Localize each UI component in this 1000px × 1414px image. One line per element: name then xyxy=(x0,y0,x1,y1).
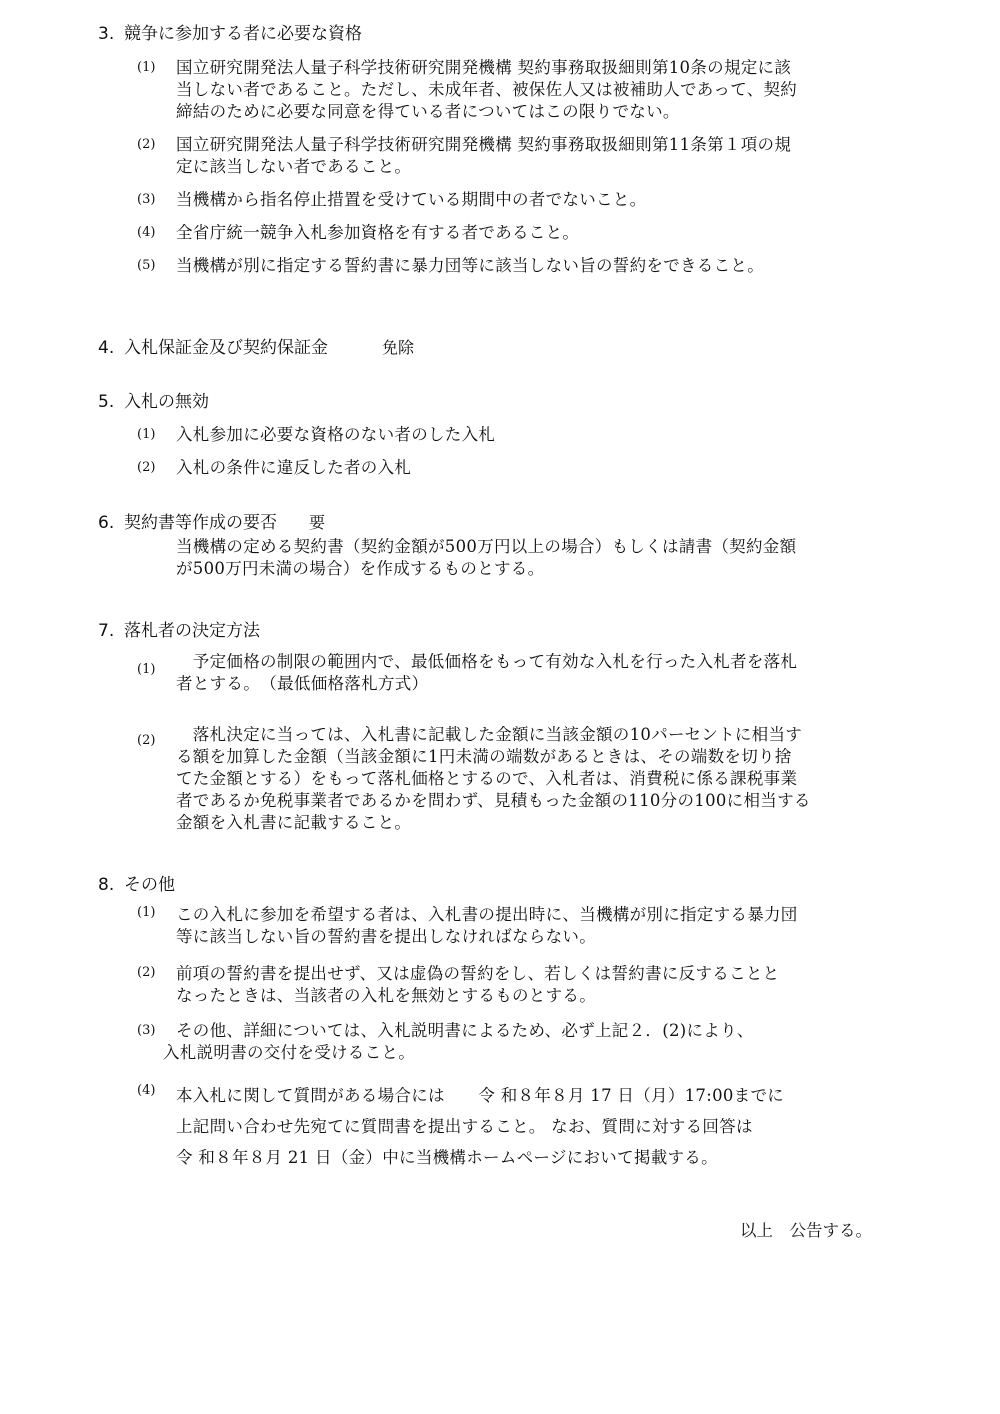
text-line: 入札参加に必要な資格のない者のした入札 xyxy=(176,425,496,444)
text-line: 金額を入札書に記載すること。 xyxy=(176,813,412,832)
text-line: 前項の誓約書を提出せず、又は虚偽の誓約をし、若しくは誓約書に反することと xyxy=(176,964,780,983)
section-5-item-1 xyxy=(176,424,901,446)
section-title: その他 xyxy=(124,875,175,895)
text-line: 上記問い合わせ先宛てに質問書を提出すること。 なお、質問に対する回答は xyxy=(176,1117,753,1136)
section-3-item-3 xyxy=(176,189,901,211)
text-line: 入札説明書の交付を受けること。 xyxy=(163,1043,415,1062)
text-line: この入札に参加を希望する者は、入札書の提出時に、当機構が別に指定する暴力団 xyxy=(176,905,798,924)
item-number: (3) xyxy=(137,1023,156,1038)
section-value: 要 xyxy=(309,513,326,532)
section-number: 6. xyxy=(98,513,115,533)
section-7-item-1 xyxy=(176,651,901,695)
section-number: 5. xyxy=(98,392,115,412)
text-line: てた金額とする）をもって落札価格とするので、入札者は、消費税に係る課税事業 xyxy=(176,769,798,788)
section-8-item-1 xyxy=(176,904,901,948)
item-number: (2) xyxy=(137,460,156,475)
section-5-item-2 xyxy=(176,457,901,479)
section-3-item-5 xyxy=(176,255,901,277)
text-line: 者とする。 （最低価格落札方式） xyxy=(176,674,429,693)
item-number: (5) xyxy=(137,258,156,273)
section-5-heading xyxy=(98,391,209,413)
section-number: 3. xyxy=(98,24,115,44)
section-7-heading xyxy=(98,620,260,642)
text-line: 落札決定に当っては、入札書に記載した金額に当該金額の10パーセントに相当す xyxy=(176,725,803,744)
section-8-item-3 xyxy=(163,1020,901,1064)
text-line: 締結のために必要な同意を得ている者についてはこの限りでない。 xyxy=(176,102,680,121)
section-number: 7. xyxy=(98,621,115,641)
section-8-item-4 xyxy=(176,1080,901,1173)
item-number: (1) xyxy=(137,427,156,442)
section-title: 落札者の決定方法 xyxy=(124,621,260,641)
item-number: (1) xyxy=(137,905,156,920)
text-line: 当機構が別に指定する誓約書に暴力団等に該当しない旨の誓約をできること。 xyxy=(176,256,764,275)
closing-text: 以上 公告する。 xyxy=(740,1221,872,1240)
section-3-item-2 xyxy=(176,134,901,178)
section-number: 8. xyxy=(98,875,115,895)
text-line: 令 和８年８月 21 日（金）中に当機構ホームページにおいて掲載する。 xyxy=(176,1148,718,1167)
section-title: 契約書等作成の要否 xyxy=(124,513,277,533)
section-title: 競争に参加する者に必要な資格 xyxy=(124,24,362,44)
text-line: なったときは、当該者の入札を無効とするものとする。 xyxy=(176,986,596,1005)
section-title: 入札の無効 xyxy=(124,392,209,412)
item-number: (2) xyxy=(137,965,156,980)
section-number: 4. xyxy=(98,338,115,358)
section-6-body xyxy=(176,536,901,580)
item-number: (4) xyxy=(137,225,156,240)
item-number: (1) xyxy=(137,60,156,75)
section-value: 免除 xyxy=(382,338,415,357)
section-4-heading xyxy=(98,337,414,359)
text-line: 定に該当しない者であること。 xyxy=(176,157,412,176)
section-8-heading xyxy=(98,874,175,896)
text-line: 本入札に関して質問がある場合には 令 和８年８月 17 日（月）17:00までに xyxy=(176,1086,785,1105)
text-line: 入札の条件に違反した者の入札 xyxy=(176,458,412,477)
text-line: 等に該当しない旨の誓約書を提出しなければならない。 xyxy=(176,927,596,946)
section-8-item-2 xyxy=(176,963,901,1007)
section-3-heading xyxy=(98,23,362,45)
section-7-item-2 xyxy=(176,724,901,834)
text-line: 国立研究開発法人量子科学技術研究開発機構 契約事務取扱細則第11条第１項の規 xyxy=(176,135,792,154)
item-number: (1) xyxy=(137,662,156,677)
item-number: (3) xyxy=(137,192,156,207)
text-line: 当機構の定める契約書（契約金額が500万円以上の場合）もしくは請書（契約金額 xyxy=(176,537,797,556)
item-number: (2) xyxy=(137,733,156,748)
item-number: (4) xyxy=(137,1083,156,1098)
text-line: が500万円未満の場合）を作成するものとする。 xyxy=(176,559,545,578)
section-3-item-1 xyxy=(176,57,901,123)
item-number: (2) xyxy=(137,137,156,152)
text-line: 当機構から指名停止措置を受けている期間中の者でないこと。 xyxy=(176,190,647,209)
section-title: 入札保証金及び契約保証金 xyxy=(124,338,328,358)
text-line: 国立研究開発法人量子科学技術研究開発機構 契約事務取扱細則第10条の規定に該 xyxy=(176,58,792,77)
text-line: 予定価格の制限の範囲内で、最低価格をもって有効な入札を行った入札者を落札 xyxy=(176,652,798,671)
section-6-heading xyxy=(98,512,325,534)
text-line: その他、詳細については、入札説明書によるため、必ず上記２．(2)により、 xyxy=(176,1021,754,1040)
text-line: 当しない者であること。ただし、未成年者、被保佐人又は被補助人であって、契約 xyxy=(176,80,798,99)
section-3-item-4 xyxy=(176,222,901,244)
text-line: る額を加算した金額（当該金額に1円未満の端数があるときは、その端数を切り捨 xyxy=(176,747,792,766)
text-line: 者であるか免税事業者であるかを問わず、見積もった金額の110分の100に相当する xyxy=(176,791,811,810)
text-line: 全省庁統一競争入札参加資格を有する者であること。 xyxy=(176,223,580,242)
